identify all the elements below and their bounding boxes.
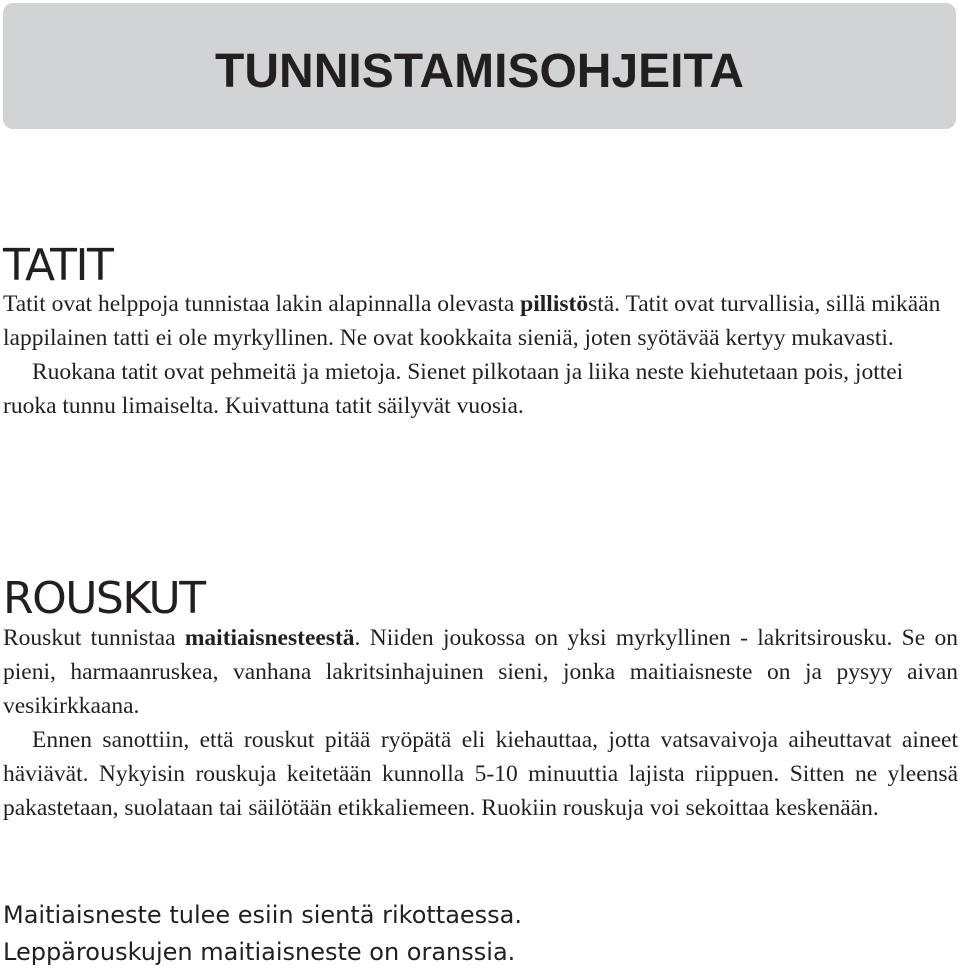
- rouskut-p1-bold-term: maitiaisnesteestä: [184, 625, 355, 651]
- note-line-2: Leppärouskujen maitiaisneste on oranssia.: [3, 938, 516, 966]
- rouskut-p1-text-end: . Niiden joukossa on yksi myrkyllinen - lakritsirousku. Se on pieni, harmaanruskea, vanhana lakritsinhajuinen sieni, jonka maitiaisneste on ja pysyy aivan vesikirkkaana.: [3, 625, 958, 719]
- rouskut-p1-text-start: Rouskut tunnistaa: [3, 625, 185, 651]
- note-line-1: Maitiaisneste tulee esiin sientä rikottaessa.: [3, 901, 523, 929]
- notes-block: [3, 897, 522, 971]
- tatit-body: [3, 287, 958, 423]
- tatit-p1-bold-term: pillistö: [520, 291, 589, 317]
- tatit-p1-text-start: Tatit ovat helppoja tunnistaa lakin alapinnalla olevasta: [3, 291, 521, 317]
- tatit-p1-text-end: stä. Tatit ovat turvallisia, sillä mikään lappilainen tatti ei ole myrkyllinen. Ne ovat kookkaita sieniä, joten syötävää kertyy mukavasti.: [3, 291, 941, 351]
- rouskut-paragraph-2: Ennen sanottiin, että rouskut pitää ryöpätä eli kiehauttaa, jotta vatsavaivoja aiheuttavat aineet häviävät. Nykyisin rouskuja keitetään kunnolla 5-10 minuuttia lajista riippuen. Sitten ne yleensä pakastetaan, suolataan tai säilötään etikkaliemeen. Ruokiin rouskuja voi sekoittaa keskenään.: [3, 727, 958, 821]
- rouskut-body: [3, 621, 958, 825]
- section-heading-tatit: TATIT: [3, 240, 113, 291]
- page-title: TUNNISTAMISOHJEITA: [215, 44, 744, 98]
- title-banner: [3, 3, 956, 129]
- section-heading-rouskut: ROUSKUT: [3, 573, 205, 624]
- tatit-paragraph-2: Ruokana tatit ovat pehmeitä ja mietoja. Sienet pilkotaan ja liika neste kiehutetaan pois, jottei ruoka tunnu limaiselta. Kuivattuna tatit säilyvät vuosia.: [3, 359, 904, 419]
- rouskut-paragraph-1: [3, 621, 958, 723]
- tatit-paragraph-1: [3, 287, 958, 355]
